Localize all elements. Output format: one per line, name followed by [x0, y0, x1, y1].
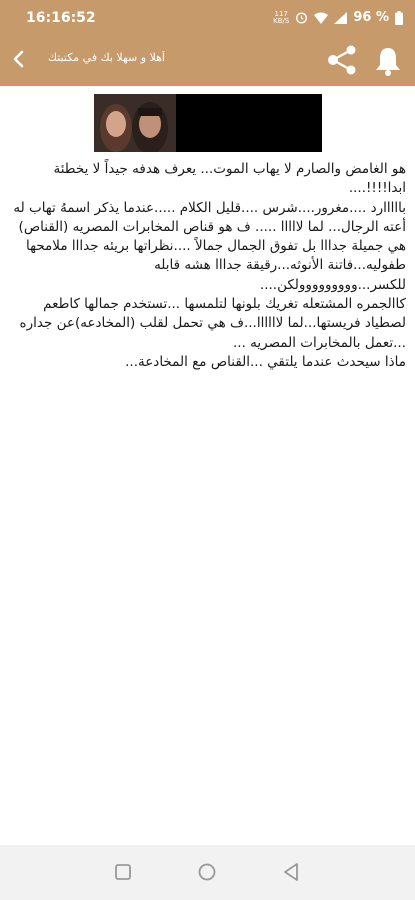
- bell-icon[interactable]: [372, 45, 404, 77]
- status-indicators: [273, 10, 403, 25]
- square-icon[interactable]: [108, 857, 138, 887]
- circle-icon[interactable]: [192, 857, 222, 887]
- app-title: أهلا و سهلا بك في مكتبتك: [47, 51, 165, 64]
- signal-icon: [334, 12, 347, 24]
- network-speed-unit: KB/S: [273, 16, 290, 25]
- wifi-icon: [314, 12, 328, 24]
- triangle-back-icon[interactable]: [276, 857, 306, 887]
- battery-icon: [395, 11, 403, 25]
- book-cover-image: [94, 94, 322, 152]
- status-bar: [0, 0, 415, 35]
- chevron-left-icon[interactable]: [8, 48, 30, 70]
- book-description: هو الغامض والصارم لا يهاب الموت... يعرف هدفه جيداً لا يخطئة ابدا!!!!.... بااااارد ....مغرور....شرس ....قليل الكلام .....عندما يذكر اسمهُ تهاب له أعته الرجال... لما لااااا ..... ف هو قناص المخابرات المصريه (القناص) هي جميلة جدااا بل تفوق الجمال جمالاً ....نظراتها بريئه جدااا ملامحها طفوليه...فاتنة الأنوثه...رقيقة جدااا هشه قابله للكسر...ووووووووولكن.... كاالجمره المشتعله تغريك بلونها لتلمسها ...تستخدم جمالها كاطعم لصطياد فريستها...لما لاااااا...ف هي تحمل لقلب (المخادعه)عن جداره ...تعمل بالمخابرات المصريه ... ماذا سيحدث عندما يلتقي ...القناص مع المخادعة...: [13, 161, 406, 370]
- network-speed: [273, 11, 289, 25]
- alarm-icon: [295, 11, 308, 24]
- status-time: 16:16:52: [26, 9, 96, 26]
- network-speed-value: 117: [274, 9, 288, 18]
- system-nav-bar: [0, 845, 415, 900]
- share-icon[interactable]: [325, 45, 359, 75]
- app-bar: [0, 35, 415, 86]
- battery-level: 96 %: [353, 10, 389, 25]
